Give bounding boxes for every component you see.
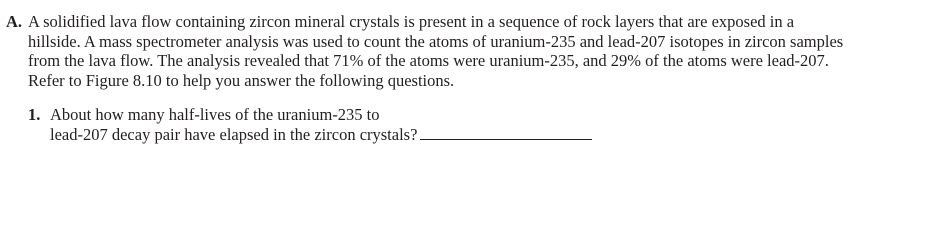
answer-blank[interactable] <box>420 125 592 140</box>
section-label: A. <box>6 12 23 31</box>
section-a-paragraph <box>28 12 936 90</box>
question-number: 1. <box>28 105 41 124</box>
question-line: About how many half-lives of the uranium-235 to <box>50 105 380 124</box>
paragraph-line: from the lava flow. The analysis revealed that 71% of the atoms were uranium-235, and 29% of the atoms were lead-207. <box>28 51 829 70</box>
paragraph-line: hillside. A mass spectrometer analysis was used to count the atoms of uranium-235 and lead-207 isotopes in zircon samples <box>28 31 844 51</box>
paragraph-line: A solidified lava flow containing zircon mineral crystals is present in a sequence of rock layers that are exposed in a <box>28 12 795 31</box>
question-text <box>50 105 592 144</box>
paragraph-line: Refer to Figure 8.10 to help you answer the following questions. <box>28 70 455 90</box>
question-line-with-blank <box>50 125 592 145</box>
question-line: lead-207 decay pair have elapsed in the zircon crystals? <box>50 124 418 144</box>
